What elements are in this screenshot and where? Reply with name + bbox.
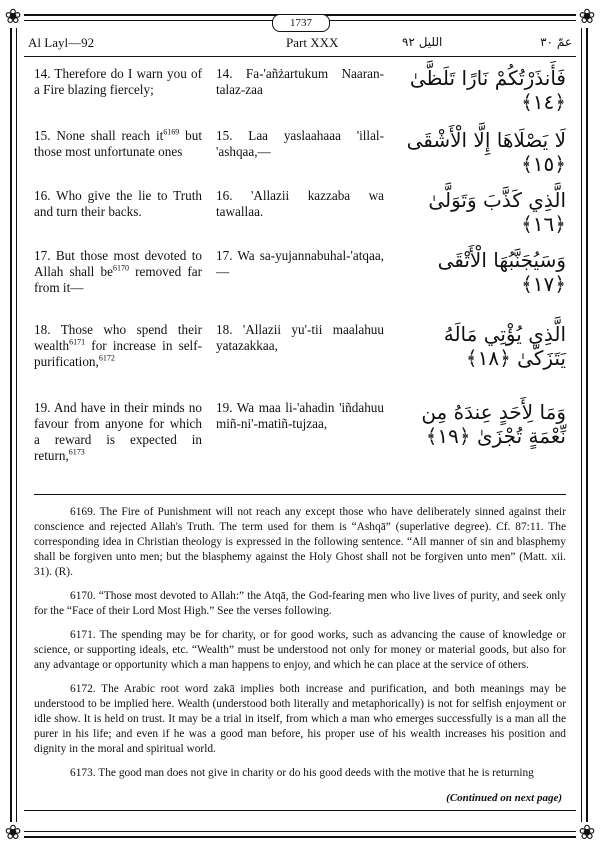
verse-arabic: فَأَنذَرْتُكُمْ نَارًا تَلَظَّىٰ ﴿١٤﴾ <box>409 66 566 114</box>
verse-arabic: وَسَيُجَنَّبُهَا الْأَتْقَى ﴿١٧﴾ <box>437 248 566 296</box>
continued-label: (Continued on next page) <box>446 792 562 804</box>
part-label: Part XXX <box>286 35 339 50</box>
verse-english: 18. Those who spend their wealth$^{6171}$ for increase in self-purification,$^{6172}$ <box>34 322 202 369</box>
footnote-ref: 6171 <box>69 337 86 347</box>
corner-ornament-icon: ❀ <box>2 6 24 28</box>
header-divider <box>24 56 576 57</box>
surah-title: Al Layl—92 <box>28 35 95 50</box>
corner-ornament-icon: ❀ <box>576 822 598 844</box>
surah-title-arabic: الليل ٩٢ <box>402 35 443 49</box>
verse-arabic: لَا يَصْلَاهَا إِلَّا الْأَشْقَى ﴿١٥﴾ <box>406 128 566 176</box>
footnotes-divider <box>34 494 566 495</box>
footer-divider <box>24 810 576 811</box>
footnote: 6172. The Arabic root word zakā implies both increase and purification, and both meanings may be understood to be implied here. Wealth (understood both literally and metaphorically) is not for selfish enjoyment or idle show. It is held on trust. It may be a trial in itself, from which a man who emerges successfully is a man all the purer in his life; and even if he was a good man before, his proper use of his wealth increases his position and dignity in the moral and spiritual world. <box>34 683 566 755</box>
verse-english: 15. None shall reach $it^{6169}$ but those most unfortunate ones <box>34 127 202 159</box>
footnote-ref: 6170 <box>112 263 129 273</box>
footnote: 6173. The good man does not give in charity or do his good deeds with the motive that he is returning <box>70 767 534 779</box>
verse-transliteration: 19. Wa maa li-'ahadin 'iñdahuu miñ-ni'-matiñ-tujzaa, <box>216 400 384 431</box>
verse-english: 17. But those most devoted to Allah shall $be^{6170}$ removed far from it— <box>34 248 202 295</box>
juz-label-arabic: عمّ ٣٠ <box>540 35 572 49</box>
page-number: 1737 <box>272 14 330 32</box>
footnote-ref: 6169 <box>163 127 180 137</box>
footnotes <box>34 505 566 790</box>
verse-english: 14. Therefore do I warn you of a Fire blazing fiercely; <box>34 66 202 97</box>
verse-transliteration: 16. 'Allazii kazzaba wa tawallaa. <box>216 188 384 219</box>
verse-transliteration: 18. 'Allazii yu'-tii maalahuu yatazakkaa, <box>216 322 384 353</box>
verse-transliteration: 17. Wa sa-yujannabuhal-'atqaa,— <box>216 248 384 279</box>
footnote: 6170. “Those most devoted to Allah:” the Atqā, the God-fearing men who live lives of purity, and seek only for the “Face of their Lord Most High.” See the verses following. <box>34 590 566 617</box>
verse-transliteration: 15. Laa yaslaahaaa 'illal-'ashqaa,— <box>216 128 384 159</box>
footnote-ref: 6172 <box>98 353 115 363</box>
verse-english: 19. And have in their minds no favour from anyone for which a reward is expected in return,$^{6173}$ <box>34 400 202 463</box>
running-header <box>24 33 576 51</box>
verse-english: 16. Who give the lie to Truth and turn their backs. <box>34 188 202 219</box>
verse-arabic: الَّذِي كَذَّبَ وَتَوَلَّىٰ ﴿١٦﴾ <box>428 188 566 236</box>
verse-arabic: الَّذِي يُؤْتِي مَالَهُ يَتَزَكَّىٰ ﴿١٨﴾ <box>443 322 566 370</box>
footnote: 6169. The Fire of Punishment will not reach any except those who have deliberately sinned against their conscience and rejected Allah's Truth. The term used for them is “Ashqā” (superlative degree). Cf. 87:11. The corresponding idea in Christian theology is expressed in the following sentence. “All manner of sin and blasphemy shall be forgiven unto men; but the blasphemy against the Holy Ghost shall not be forgiven unto men” (Matt. xii. 31). (R). <box>34 506 566 578</box>
verse-arabic: وَمَا لِأَحَدٍ عِندَهُ مِن نِّعْمَةٍ تُجْزَىٰ ﴿١٩﴾ <box>421 400 566 448</box>
footnote: 6171. The spending may be for charity, or for good works, such as advancing the cause of knowledge or science, or supporting ideals, etc. “Wealth” must be understood not only for money or material goods, but also for any advantage or opportunity which a man happens to enjoy, and which he can place at the service of others. <box>34 629 566 671</box>
footnote-ref: 6173 <box>68 447 85 457</box>
corner-ornament-icon: ❀ <box>2 822 24 844</box>
verse-transliteration: 14. Fa-'añżartukum Naaran-talaz-zaa <box>216 66 384 97</box>
corner-ornament-icon: ❀ <box>576 6 598 28</box>
